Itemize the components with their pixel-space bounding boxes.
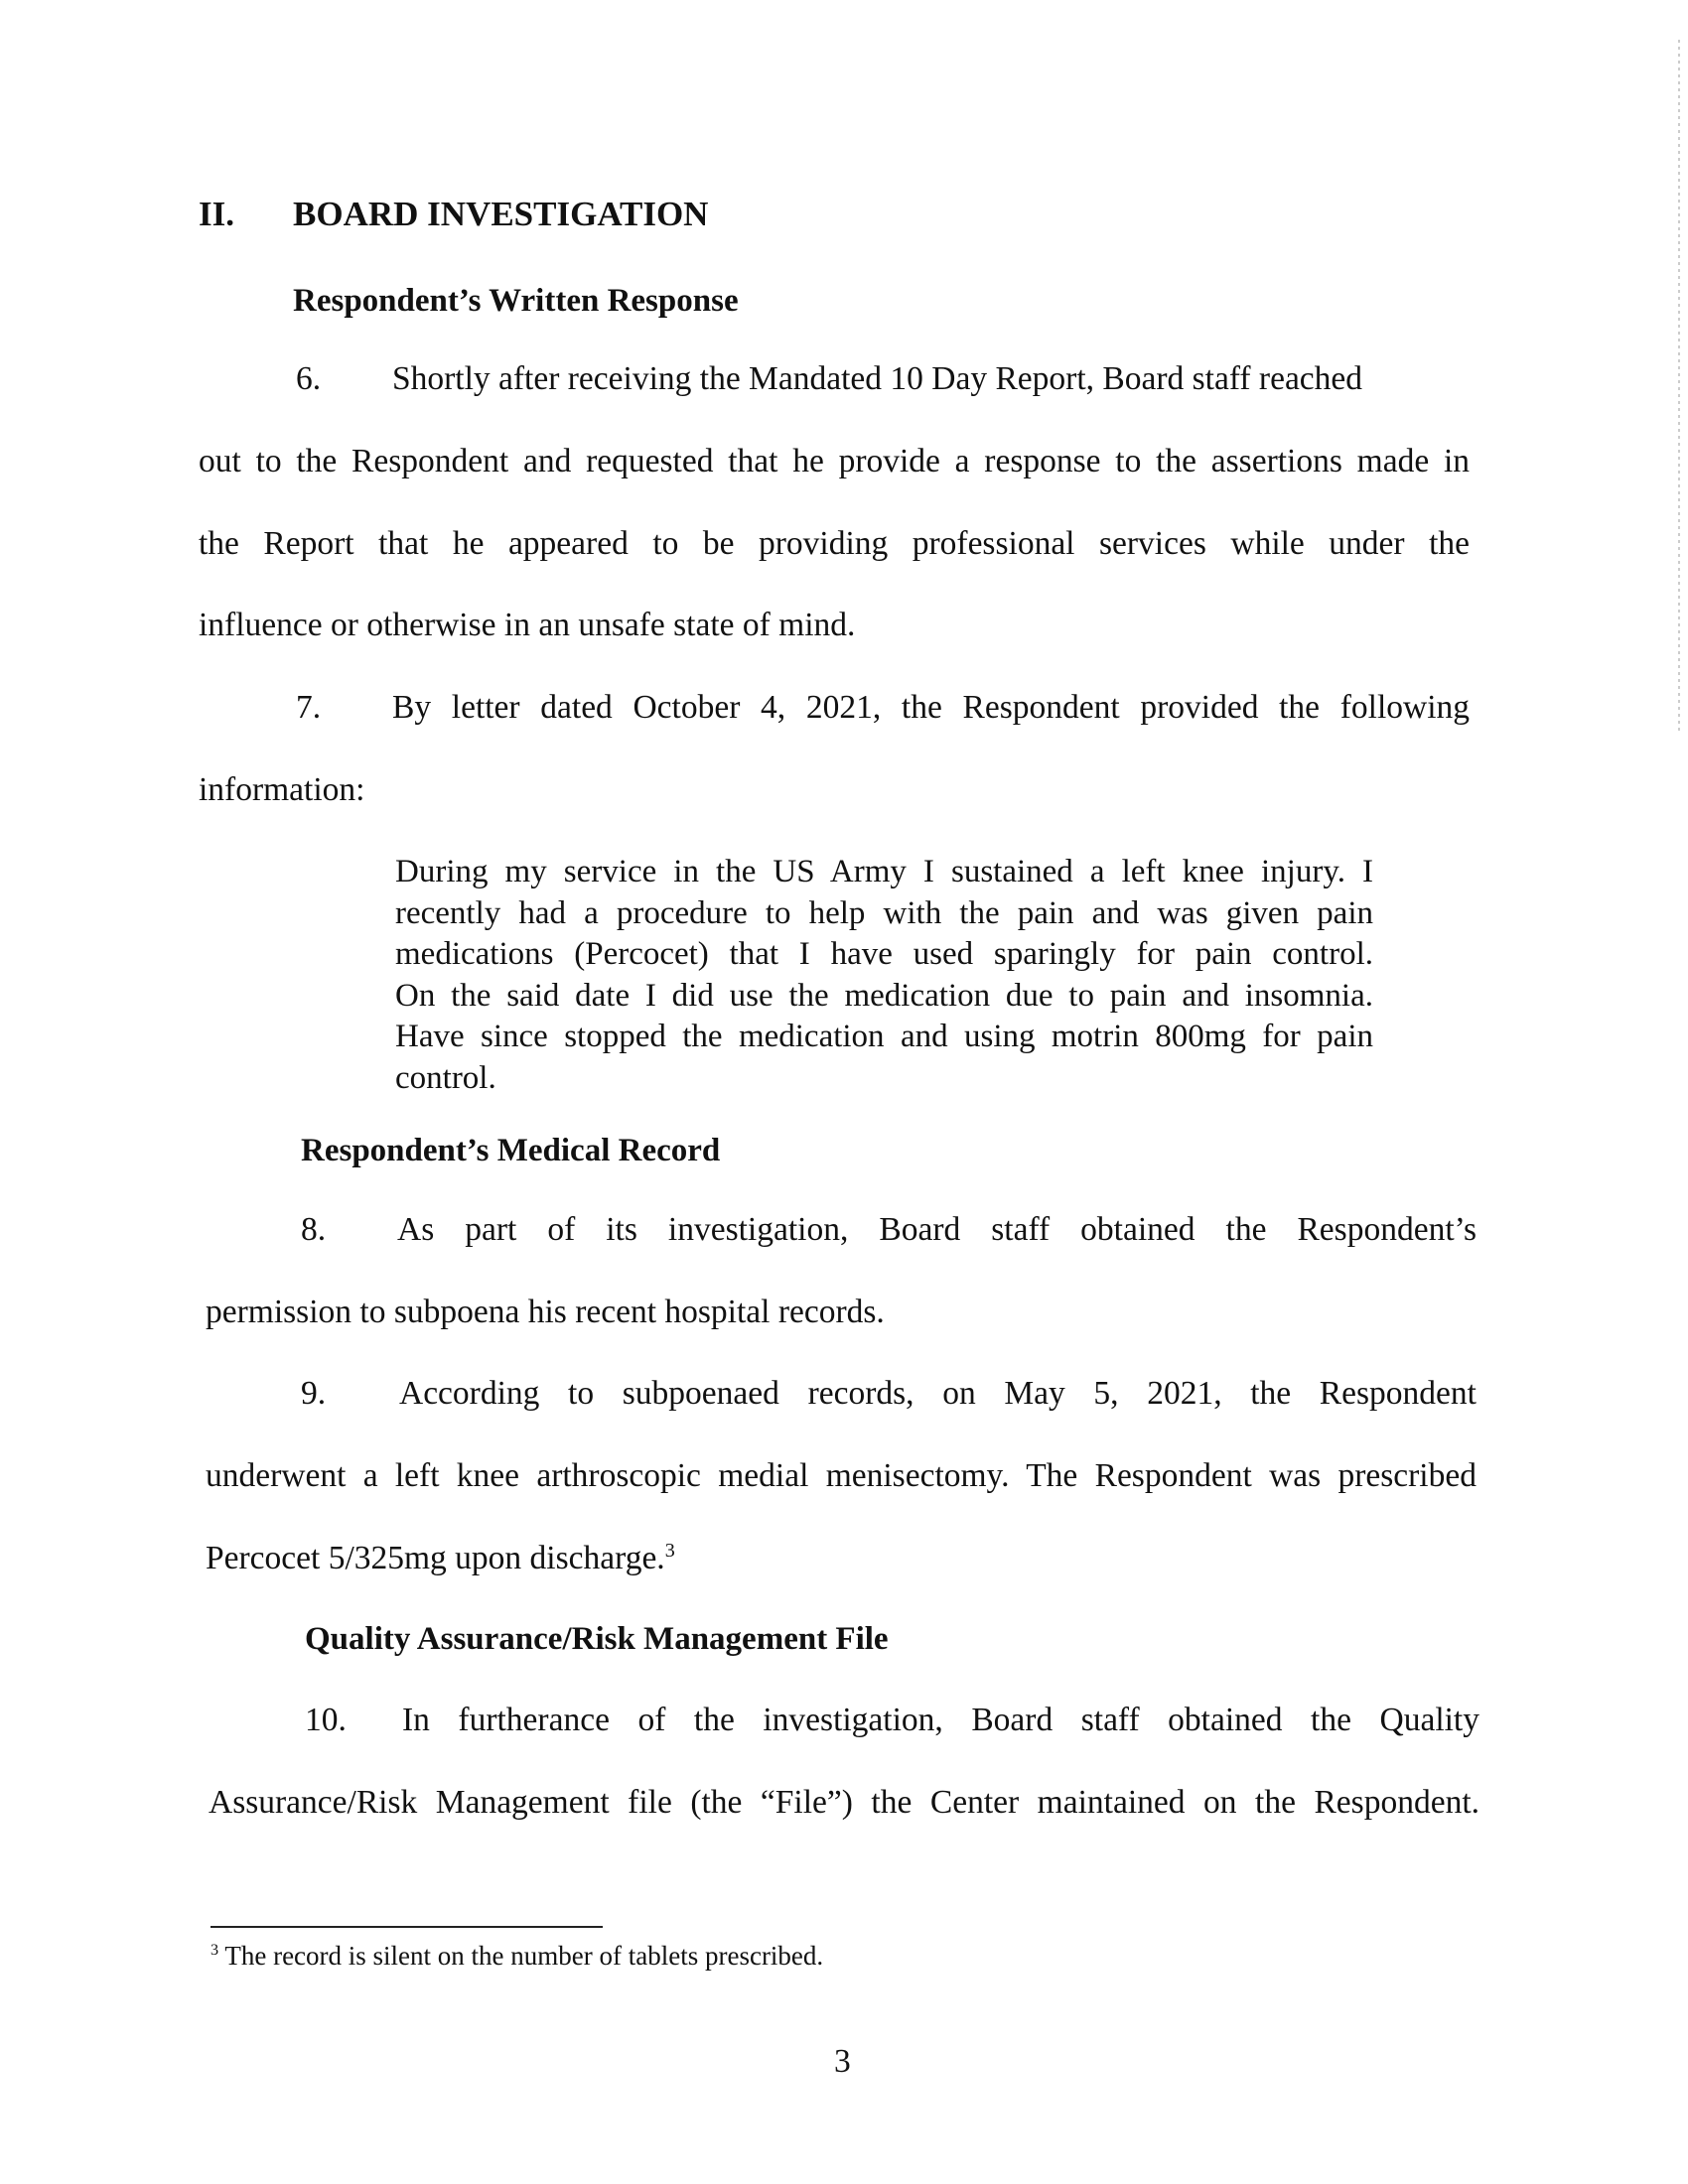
footnote-reference: 3 (664, 1539, 675, 1562)
paragraph-10-number: 10. (305, 1702, 347, 1738)
section-title: BOARD INVESTIGATION (293, 195, 709, 233)
block-quote (395, 852, 1373, 1099)
quote-line: Have since stopped the medication and using motrin 800mg for pain (395, 1019, 1373, 1054)
paragraph-7-number: 7. (296, 689, 322, 726)
quote-line: medications (Percocet) that I have used sparingly for pain control. (395, 936, 1373, 972)
paragraph-6-line-2: out to the Respondent and requested that he provide a response to the assertions made in (199, 443, 1470, 479)
scan-edge-artifact (1678, 40, 1680, 735)
quote-line: recently had a procedure to help with the pain and was given pain (395, 894, 1373, 931)
quote-line: On the said date I did use the medication due to pain and insomnia. (395, 977, 1373, 1014)
paragraph-10-line-2: Assurance/Risk Management file (the “File”) the Center maintained on the Respondent. (209, 1784, 1479, 1821)
paragraph-9-line-2: underwent a left knee arthroscopic medial menisectomy. The Respondent was prescribed (206, 1457, 1477, 1494)
paragraph-6-number: 6. (296, 360, 322, 397)
footnote-marker: 3 (211, 1941, 219, 1959)
paragraph-9-number: 9. (301, 1375, 327, 1412)
footnote-text: The record is silent on the number of tablets prescribed. (224, 1941, 824, 1971)
paragraph-9-line-3: Percocet 5/325mg upon discharge.$^3$ (206, 1539, 675, 1576)
footnote-separator (211, 1926, 603, 1928)
paragraph-8-line-1: As part of its investigation, Board staff obtained the Respondent’s (397, 1211, 1477, 1248)
paragraph-8-line-2: permission to subpoena his recent hospital records. (206, 1294, 885, 1330)
subheading-qa-risk-file: Quality Assurance/Risk Management File (305, 1621, 889, 1657)
page-number: 3 (834, 2043, 851, 2080)
paragraph-7-line-1: By letter dated October 4, 2021, the Respondent provided the following (392, 689, 1470, 726)
paragraph-6-line-1: Shortly after receiving the Mandated 10 Day Report, Board staff reached (392, 360, 1363, 397)
subheading-medical-record: Respondent’s Medical Record (301, 1133, 721, 1168)
section-number: II. (199, 195, 234, 233)
paragraph-6-line-3: the Report that he appeared to be providing professional services while under the (199, 525, 1470, 562)
paragraph-6-line-4: influence or otherwise in an unsafe state of mind. (199, 607, 856, 643)
subheading-written-response: Respondent’s Written Response (293, 283, 739, 319)
quote-line: control. (395, 1059, 496, 1096)
quote-line: During my service in the US Army I sustained a left knee injury. I (395, 854, 1373, 889)
footnote (211, 1941, 823, 1972)
paragraph-8-number: 8. (301, 1211, 327, 1248)
paragraph-9-line-1: According to subpoenaed records, on May 5, 2021, the Respondent (399, 1375, 1477, 1412)
paragraph-7-line-2: information: (199, 771, 365, 808)
paragraph-10-line-1: In furtherance of the investigation, Board staff obtained the Quality (402, 1702, 1479, 1738)
